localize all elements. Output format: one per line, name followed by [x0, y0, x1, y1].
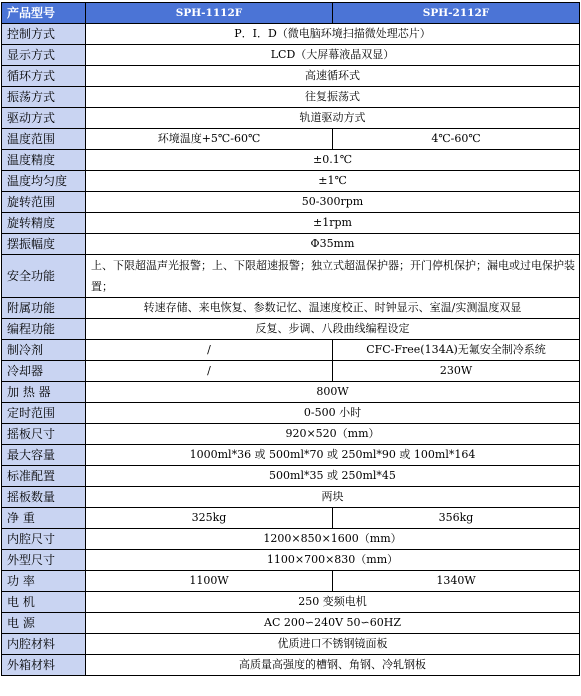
row-value-model-2: 4℃-60℃	[333, 129, 580, 150]
row-value: Φ35mm	[86, 234, 580, 255]
row-label: 加 热 器	[2, 382, 86, 403]
table-row	[2, 87, 580, 108]
table-row	[2, 424, 580, 445]
table-row	[2, 508, 580, 529]
table-row	[2, 445, 580, 466]
table-header-row	[2, 3, 580, 24]
table-row	[2, 634, 580, 655]
row-value: ±0.1℃	[86, 150, 580, 171]
row-label: 控制方式	[2, 24, 86, 45]
row-label: 定时范围	[2, 403, 86, 424]
header-label: 产品型号	[2, 3, 86, 24]
row-value: 反复、步调、八段曲线编程设定	[86, 319, 580, 340]
row-value: LCD（大屏幕液晶双显）	[86, 45, 580, 66]
row-value-model-2: CFC-Free(134A)无氟安全制冷系统	[333, 340, 580, 361]
table-row	[2, 108, 580, 129]
row-value: ±1℃	[86, 171, 580, 192]
row-value: 高质量高强度的槽钢、角钢、冷轧钢板	[86, 655, 580, 676]
table-row	[2, 213, 580, 234]
row-label: 温度精度	[2, 150, 86, 171]
table-row	[2, 613, 580, 634]
row-label: 摇板尺寸	[2, 424, 86, 445]
row-value: 50-300rpm	[86, 192, 580, 213]
table-row	[2, 529, 580, 550]
table-row	[2, 403, 580, 424]
row-value: 高速循环式	[86, 66, 580, 87]
row-label: 最大容量	[2, 445, 86, 466]
row-value: 轨道驱动方式	[86, 108, 580, 129]
row-label: 标准配置	[2, 466, 86, 487]
row-label: 驱动方式	[2, 108, 86, 129]
row-label: 净 重	[2, 508, 86, 529]
row-label: 显示方式	[2, 45, 86, 66]
row-value: 1100×700×830（mm）	[86, 550, 580, 571]
spec-table	[1, 2, 580, 676]
row-value: 800W	[86, 382, 580, 403]
row-value-model-1: 环境温度+5℃-60℃	[86, 129, 333, 150]
row-label: 循环方式	[2, 66, 86, 87]
row-label: 摇板数量	[2, 487, 86, 508]
row-value-model-1: /	[86, 361, 333, 382]
row-label: 温度范围	[2, 129, 86, 150]
row-value-model-1: 325kg	[86, 508, 333, 529]
row-label: 内腔尺寸	[2, 529, 86, 550]
row-value: 1200×850×1600（mm）	[86, 529, 580, 550]
table-row	[2, 298, 580, 319]
row-value: 优质进口不锈钢镜面板	[86, 634, 580, 655]
row-label: 制冷剂	[2, 340, 86, 361]
table-row	[2, 24, 580, 45]
row-value: 往复振荡式	[86, 87, 580, 108]
row-value: 920×520（mm）	[86, 424, 580, 445]
row-label: 编程功能	[2, 319, 86, 340]
model-1-header: SPH-1112F	[86, 3, 333, 24]
row-value: ±1rpm	[86, 213, 580, 234]
row-value-model-2: 356kg	[333, 508, 580, 529]
table-row	[2, 234, 580, 255]
table-row	[2, 192, 580, 213]
row-label: 内腔材料	[2, 634, 86, 655]
row-label: 功 率	[2, 571, 86, 592]
row-value-model-2: 230W	[333, 361, 580, 382]
table-row	[2, 655, 580, 676]
row-label: 旋转范围	[2, 192, 86, 213]
row-value-model-2: 1340W	[333, 571, 580, 592]
table-row	[2, 129, 580, 150]
model-2-header: SPH-2112F	[333, 3, 580, 24]
row-label: 外箱材料	[2, 655, 86, 676]
row-value: 1000ml*36 或 500ml*70 或 250ml*90 或 100ml*164	[86, 445, 580, 466]
table-row	[2, 171, 580, 192]
row-value: 两块	[86, 487, 580, 508]
table-row	[2, 487, 580, 508]
table-row	[2, 361, 580, 382]
row-label: 附属功能	[2, 298, 86, 319]
table-row	[2, 592, 580, 613]
row-value: 0-500 小时	[86, 403, 580, 424]
table-row	[2, 255, 580, 298]
table-row	[2, 571, 580, 592]
row-value: 上、下限超温声光报警；上、下限超速报警；独立式超温保护器；开门停机保护；漏电或过电保护装置；	[86, 255, 580, 298]
row-value: 250 变频电机	[86, 592, 580, 613]
spec-table-body	[2, 3, 580, 676]
table-row	[2, 340, 580, 361]
row-label: 旋转精度	[2, 213, 86, 234]
row-value: 转速存储、来电恢复、参数记忆、温速度校正、时钟显示、室温/实测温度双显	[86, 298, 580, 319]
row-label: 外型尺寸	[2, 550, 86, 571]
table-row	[2, 150, 580, 171]
row-label: 电 机	[2, 592, 86, 613]
row-value: P．I．D（微电脑环境扫描微处理芯片）	[86, 24, 580, 45]
table-row	[2, 319, 580, 340]
table-row	[2, 382, 580, 403]
table-row	[2, 45, 580, 66]
row-value-model-1: 1100W	[86, 571, 333, 592]
row-value: AC 200∽240V 50∽60HZ	[86, 613, 580, 634]
row-value: 500ml*35 或 250ml*45	[86, 466, 580, 487]
row-value-model-1: /	[86, 340, 333, 361]
table-row	[2, 66, 580, 87]
row-label: 电 源	[2, 613, 86, 634]
row-label: 摆振幅度	[2, 234, 86, 255]
row-label: 振荡方式	[2, 87, 86, 108]
table-row	[2, 466, 580, 487]
table-row	[2, 550, 580, 571]
row-label: 安全功能	[2, 255, 86, 298]
row-label: 温度均匀度	[2, 171, 86, 192]
row-label: 冷却器	[2, 361, 86, 382]
